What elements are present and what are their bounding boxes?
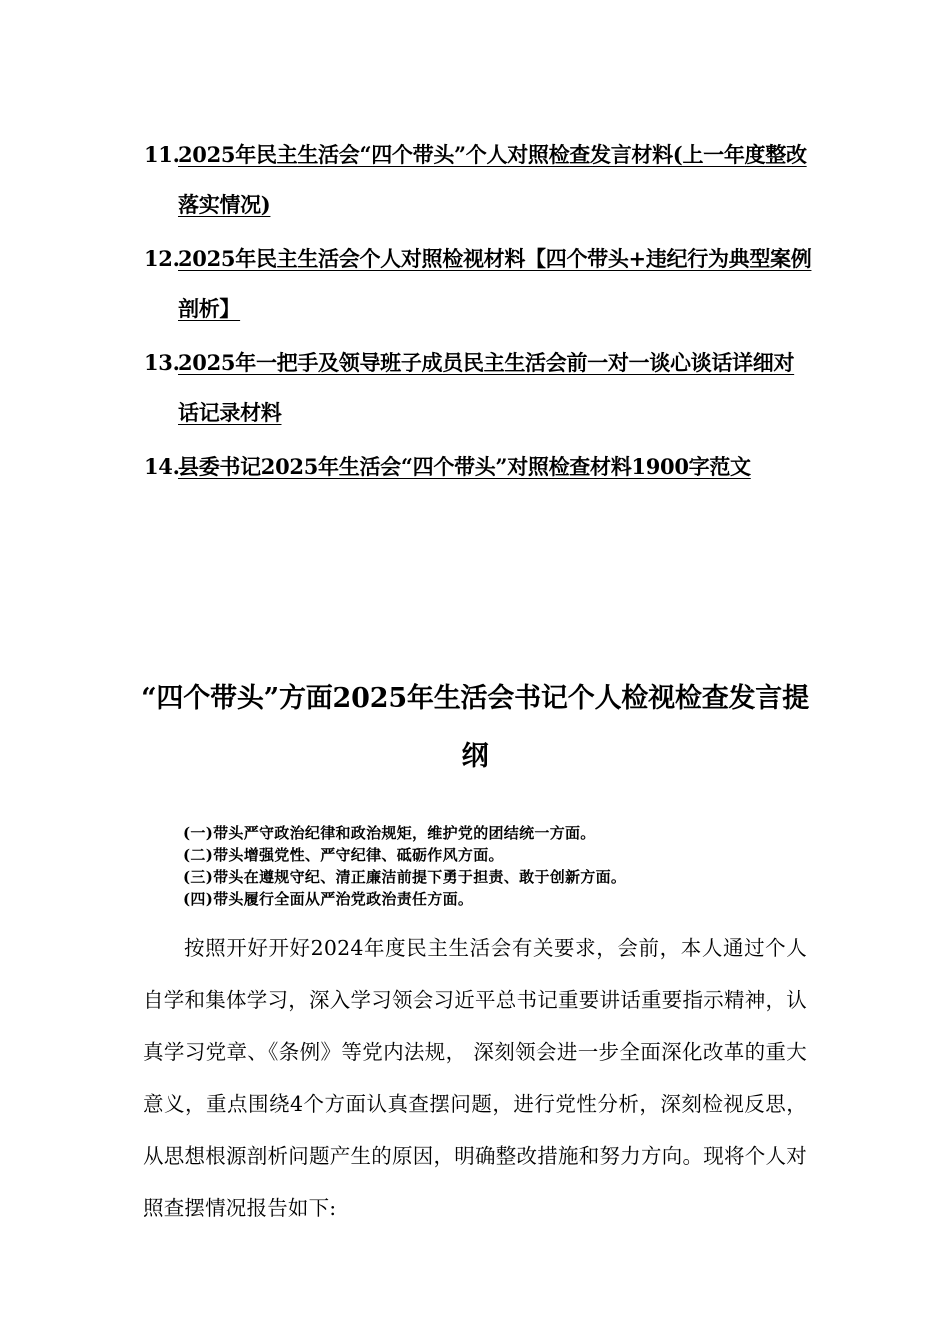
outline-item: (一)带头严守政治纪律和政治规矩，维护党的团结统一方面。 <box>183 824 596 842</box>
outline-item: (三)带头在遵规守纪、清正廉洁前提下勇于担责、敢于创新方面。 <box>183 868 627 886</box>
toc-item-link[interactable]: 2025年一把手及领导班子成员民主生活会前一对一谈心谈话详细对话记录材料 <box>178 350 795 425</box>
toc-item-link[interactable]: 2025年民主生活会“四个带头”个人对照检查发言材料(上一年度整改落实情况) <box>178 142 807 217</box>
toc-item-link[interactable]: 2025年民主生活会个人对照检视材料【四个带头+违纪行为典型案例剖析】 <box>178 246 812 321</box>
toc-item-link[interactable]: 县委书记2025年生活会“四个带头”对照检查材料1900字范文 <box>178 454 751 479</box>
toc-item <box>144 338 814 438</box>
outline-list <box>183 822 803 910</box>
outline-item: (四)带头履行全面从严治党政治责任方面。 <box>183 890 474 908</box>
toc-item <box>144 442 814 492</box>
table-of-contents <box>144 130 814 496</box>
toc-item-number: 11. <box>144 142 180 167</box>
document-title: “四个带头”方面2025年生活会书记个人检视检查发言提纲 <box>141 683 809 772</box>
toc-item <box>144 130 814 230</box>
toc-item-number: 14. <box>144 454 180 479</box>
toc-item-number: 12. <box>144 246 180 271</box>
toc-item <box>144 234 814 334</box>
outline-item: (二)带头增强党性、严守纪律、砥砺作风方面。 <box>183 846 504 864</box>
toc-item-number: 13. <box>144 350 180 375</box>
body-paragraph: 按照开好开好2024年度民主生活会有关要求，会前，本人通过个人自学和集体学习，深入学习领会习近平总书记重要讲话重要指示精神，认真学习党章、《条例》等党内法规， 深刻领会进一步全面深化改革的重大意义，重点围绕4个方面认真查摆问题，进行党性分析，深刻检视反思，从思想根源剖析问题产生的原因，明确整改措施和努力方向。现将个人对照查摆情况报告如下: <box>143 936 807 1220</box>
